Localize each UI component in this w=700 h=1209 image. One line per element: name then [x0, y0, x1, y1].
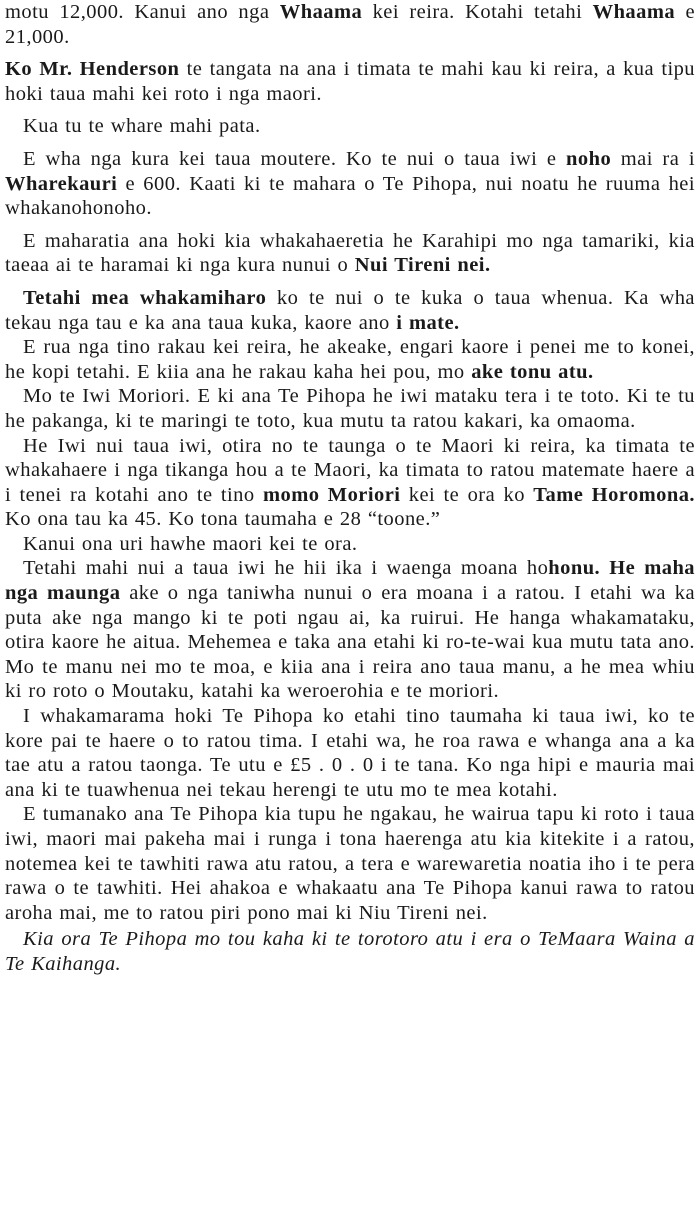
- bold-text-run: Nui Tireni nei.: [354, 254, 491, 277]
- bold-text-run: Tetahi mea whakamiharo: [23, 286, 267, 309]
- bold-text-run: Whaama: [592, 1, 676, 23]
- text-run: E maharatia ana hoki kia whakahaeretia he Karahipi mo nga tamariki, kia taeaa ai te haramai ki nga kura nunui o: [5, 229, 695, 277]
- text-run: Kua tu te whare mahi pata.: [23, 115, 261, 138]
- paragraph-3: [5, 114, 695, 139]
- text-run: Ko ona tau ka 45. Ko tona taumaha e 28 “toone.”: [5, 508, 441, 531]
- text-run: te tangata na ana i timata te mahi kau ki reira, a kua tipu hoki taua mahi kei roto i nga maori.: [5, 58, 696, 105]
- paragraph-10: [5, 532, 695, 557]
- text-run: I whakamarama hoki Te Pihopa ko etahi tino taumaha ki taua iwi, ko te kore pai te haere o to ratou tima. I etahi wa, he roa rawa e whanga ana a ka tae atu a ratou taonga. Te utu e £5 . 0 . 0 i te tana. Ko nga hipi e mauria mai ana ki te tuawhenua nei tekau herengi te utu mo te mea kotahi.: [5, 705, 695, 801]
- bold-text-run: Whaama: [279, 1, 363, 23]
- text-run: E rua nga tino rakau kei reira, he akeake, engari kaore i penei me to konei, he kopi tetahi. E kiia ana he rakau kaha hei pou, mo: [5, 336, 695, 383]
- text-run: e 21,000.: [5, 1, 695, 48]
- paragraph-13: [5, 802, 695, 925]
- text-run: e 600. Kaati ki te mahara o Te Pihopa, nui noatu he ruuma hei whakanohonoho.: [5, 172, 695, 220]
- text-run: Tetahi mahi nui a taua iwi he hii ika i waenga moana ho: [23, 557, 549, 580]
- paragraph-8: [5, 384, 695, 433]
- bold-text-run: ake tonu atu.: [471, 360, 594, 383]
- paragraph-5: [5, 229, 695, 278]
- bold-text-run: momo Moriori: [262, 483, 401, 506]
- text-run: kei reira. Kotahi tetahi: [362, 1, 593, 23]
- paragraph-7: [5, 335, 695, 384]
- text-run: Mo te Iwi Moriori. E ki ana Te Pihopa he iwi mataku tera i te toto. Ki te tu he pakanga, ki te maringi te toto, kua mutu ta ratou kakari, ka omaoma.: [5, 385, 695, 432]
- text-run: motu 12,000. Kanui ano nga: [5, 1, 280, 23]
- text-run: Kia ora Te Pihopa mo tou kaha ki te torotoro atu i era o TeMaara Waina a Te Kaihanga.: [5, 928, 695, 975]
- bold-text-run: Tame Horomona.: [533, 483, 696, 506]
- text-run: He Iwi nui taua iwi, otira no te taunga o te Maori ki reira, ka timata te whakahaere i nga tikanga hou a te Maori, ka timata to ratou matemate haere a i tenei ra kotahi ano te tino: [5, 434, 695, 506]
- text-run: E tumanako ana Te Pihopa kia tupu he ngakau, he wairua tapu ki roto i taua iwi, maori mai pakeha mai i runga i tona haerenga atu kia kitekite i a ratou, notemea kei te tawhiti rawa atu ratou, a tera e warewaretia noatia iho i te pera rawa o te tawhiti. Hei ahakoa e whakaatu ana Te Pihopa kanui rawa to ratou aroha mai, me to ratou piri pono mai ki Niu Tireni nei.: [5, 803, 695, 924]
- text-run: ake o nga taniwha nunui o era moana i a ratou. I etahi wa ka puta ake nga mango ki te poti ngau ai, ka ruirui. He hanga whakamataku, otira kaore he aitua. Mehemea e taka ana etahi ki ro-te-wai kua mutu tata ano. Mo te manu nei mo te moa, e kiia ana i reira ano taua manu, a he mea whiu ki ro roto o Moutaku, katahi ka weroerohia e te moriori.: [5, 582, 695, 703]
- text-run: E wha nga kura kei taua moutere. Ko te nui o taua iwi e: [23, 147, 567, 170]
- text-run: kei te ora ko: [400, 483, 534, 506]
- bold-text-run: honu. He maha nga maunga: [5, 557, 695, 605]
- paragraph-4: [5, 147, 695, 221]
- paragraph-12: [5, 704, 695, 802]
- bold-text-run: i mate.: [396, 311, 460, 334]
- paragraph-9: [5, 434, 695, 532]
- bold-text-run: noho: [566, 147, 612, 170]
- paragraph-1: [5, 0, 695, 49]
- text-run: Kanui ona uri hawhe maori kei te ora.: [23, 532, 358, 555]
- paragraph-11: [5, 556, 695, 704]
- bold-text-run: Ko Mr. Henderson: [5, 58, 180, 81]
- paragraph-6: [5, 286, 695, 335]
- newspaper-page: [5, 0, 695, 1209]
- paragraph-2: [5, 57, 695, 106]
- paragraph-14-closing: [5, 927, 695, 976]
- bold-text-run: Wharekauri: [5, 172, 118, 195]
- text-run: mai ra i: [611, 147, 695, 170]
- text-run: ko te nui o te kuka o taua whenua. Ka wha tekau nga tau e ka ana taua kuka, kaore ano: [5, 286, 695, 334]
